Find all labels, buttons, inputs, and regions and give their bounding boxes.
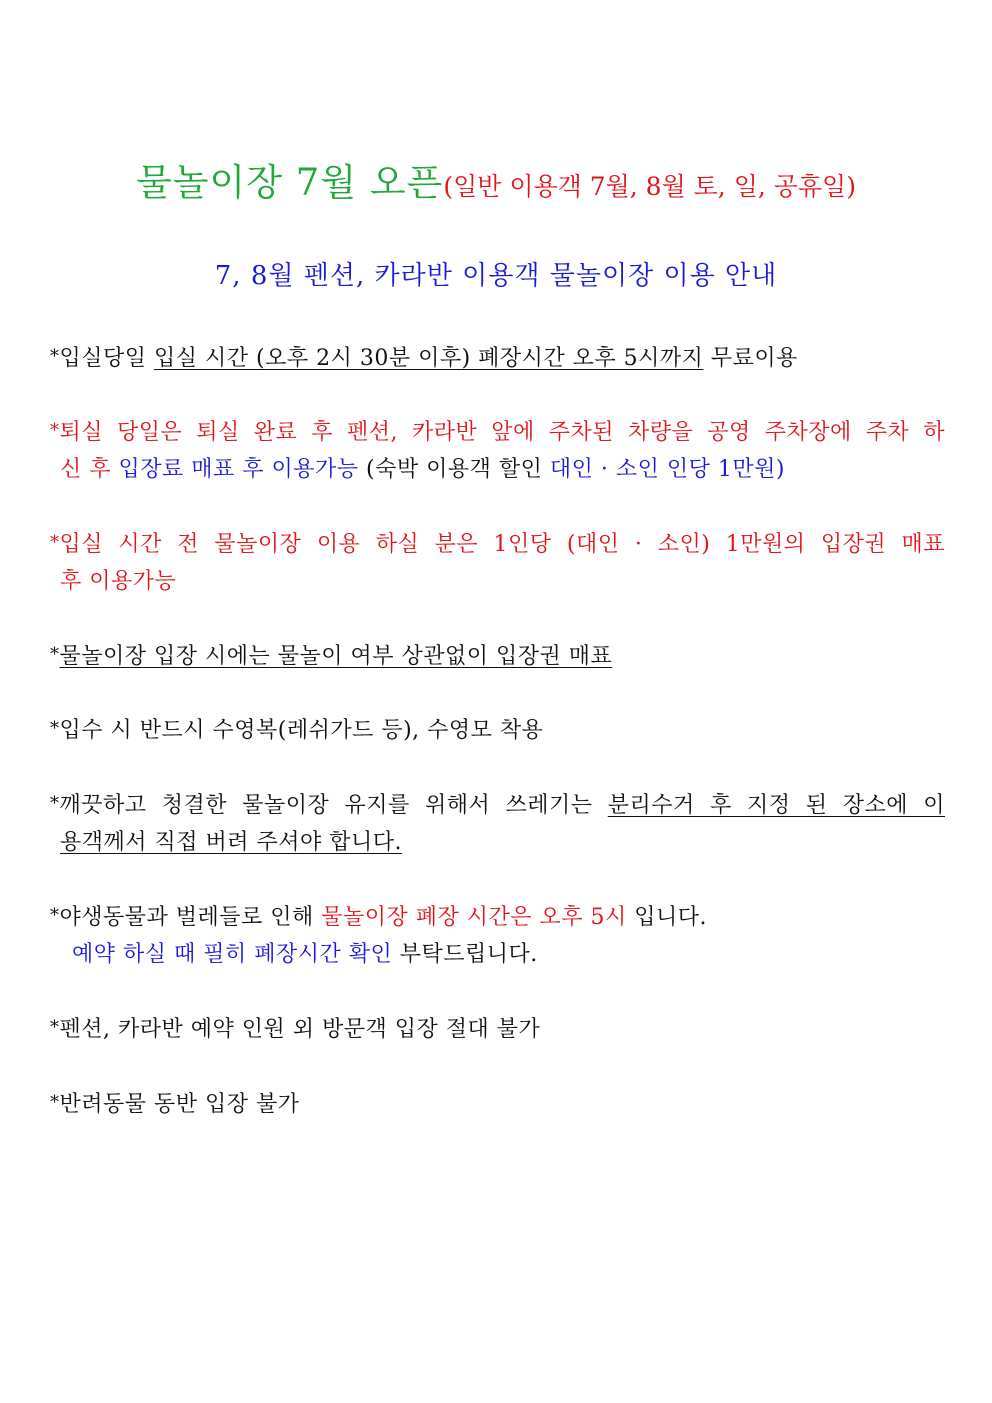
bullet-star: * (50, 644, 60, 665)
item7-text-c: 입니다. (626, 905, 708, 930)
item7-text-b: 물놀이장 폐장 시간은 오후 5시 (321, 905, 627, 930)
notice-item-pets (50, 1084, 945, 1123)
item7-line2-b: 부탁드립니다. (392, 942, 538, 967)
bullet-star: * (50, 1092, 60, 1113)
bullet-star: * (50, 532, 60, 553)
item2-line2-c: (숙박 이용객 할인 (358, 457, 550, 482)
item2-line2-b: 입장료 매표 후 이용가능 (118, 457, 359, 482)
title-sub: (일반 이용객 7월, 8월 토, 일, 공휴일) (443, 172, 856, 201)
item2-line2-d: 대인 · 소인 인당 1만원) (549, 457, 785, 482)
item7-text-a: 야생동물과 벌레들로 인해 (59, 905, 322, 930)
item6-text-a: 깨끗하고 청결한 물놀이장 유지를 위해서 쓰레기는 (59, 793, 608, 818)
item1-text-a: 입실당일 (59, 346, 155, 371)
item7-line2-a: 예약 하실 때 필히 폐장시간 확인 (72, 942, 393, 967)
bullet-star: * (50, 905, 60, 926)
item6-line2: 용객께서 직접 버려 주셔야 합니다. (60, 830, 402, 855)
title-main: 물놀이장 7월 오픈 (136, 161, 444, 204)
notice-item-checkin-day (50, 338, 945, 377)
notice-item-swimwear (50, 710, 945, 749)
item4-text: 물놀이장 입장 시에는 물놀이 여부 상관없이 입장권 매표 (59, 644, 613, 669)
notice-item-before-checkin (50, 524, 945, 600)
item1-text-c: 무료이용 (703, 346, 798, 371)
item6-text-b: 분리수거 후 지정 된 장소에 이 (607, 793, 945, 818)
notice-item-visitors (50, 1009, 945, 1048)
notice-item-trash (50, 785, 945, 861)
item2-line1: 퇴실 당일은 퇴실 완료 후 펜션, 카라반 앞에 주차된 차량을 공영 주차장에 주차 하 (59, 420, 945, 445)
notice-item-ticket-required (50, 636, 945, 675)
bullet-star: * (50, 1017, 60, 1038)
item5-text: 입수 시 반드시 수영복(레쉬가드 등), 수영모 착용 (59, 718, 544, 743)
notice-item-closing-time (50, 897, 945, 973)
bullet-star: * (50, 420, 60, 441)
bullet-star: * (50, 346, 60, 367)
page-title (0, 152, 992, 206)
item8-text: 펜션, 카라반 예약 인원 외 방문객 입장 절대 불가 (59, 1017, 541, 1042)
item2-line2-a: 신 후 (60, 457, 119, 482)
notice-item-checkout-day (50, 412, 945, 488)
bullet-star: * (50, 718, 60, 739)
item3-line1: 입실 시간 전 물놀이장 이용 하실 분은 1인당 (대인 · 소인) 1만원의 입장권 매표 (59, 532, 945, 557)
bullet-star: * (50, 793, 60, 814)
item9-text: 반려동물 동반 입장 불가 (59, 1092, 300, 1117)
item3-line2: 후 이용가능 (60, 569, 177, 594)
item1-text-b: 입실 시간 (오후 2시 30분 이후) 폐장시간 오후 5시까지 (154, 346, 704, 371)
page-subtitle: 7, 8월 펜션, 카라반 이용객 물놀이장 이용 안내 (214, 261, 778, 291)
